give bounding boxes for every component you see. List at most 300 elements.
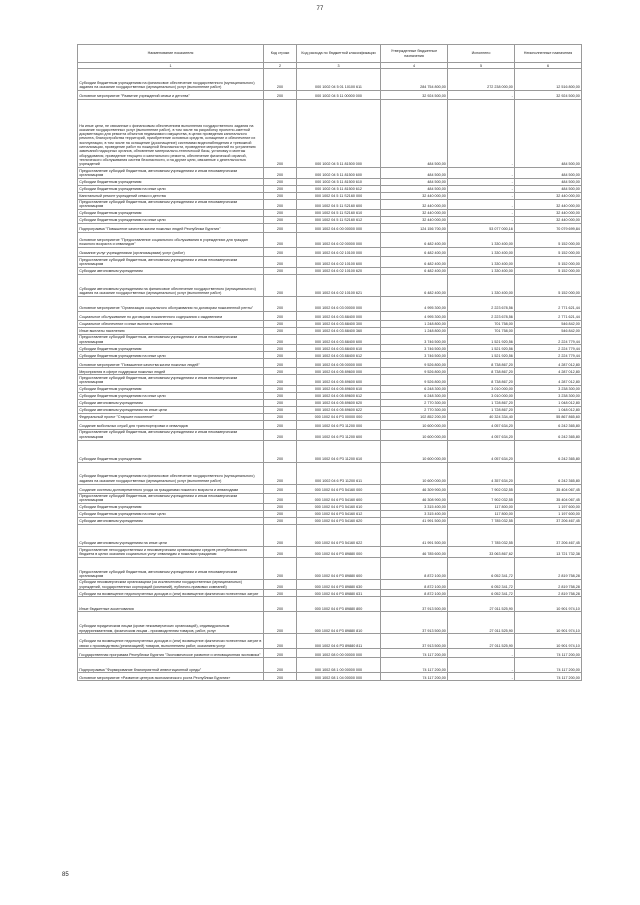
row-unexecuted-amount: 2 224 779,44 (515, 352, 582, 359)
table-row (78, 274, 582, 296)
row-approved-amount: 32 440 000,00 (381, 210, 448, 217)
row-unexecuted-amount: 5 152 000,00 (515, 233, 582, 248)
table-row (78, 420, 582, 429)
row-name: Субсидии юридическим лицам (кроме некоммерческих организаций), индивидуальным предпринимателям, физическим лицам - производителям товаров, работ, услуг (78, 612, 264, 634)
row-classification-code: 000 1002 04 6 05 89600 620 (297, 399, 381, 406)
row-line-code: 200 (264, 375, 297, 386)
row-classification-code: 000 1002 04 6 P3 54160 610 (297, 504, 381, 511)
table-row (78, 368, 582, 375)
row-executed-amount: 8 738 867,20 (448, 368, 515, 375)
row-approved-amount: 46 785 600,00 (381, 547, 448, 558)
row-executed-amount: 3 010 000,00 (448, 385, 515, 392)
row-line-code: 200 (264, 406, 297, 413)
row-name: Основное мероприятие «Развитие центров экономического роста Республики Бурятия» (78, 673, 264, 681)
row-executed-amount: 117 800,00 (448, 511, 515, 518)
row-unexecuted-amount: 32 440 000,00 (515, 217, 582, 224)
row-approved-amount: 124 156 700,00 (381, 224, 448, 233)
row-approved-amount: 9 526 800,00 (381, 359, 448, 368)
row-line-code: 200 (264, 334, 297, 345)
header-classification: Код расхода по бюджетной классификации (297, 45, 381, 63)
row-classification-code: 000 1002 04 6 03 88400 300 (297, 320, 381, 327)
row-classification-code: 000 1002 04 6 02 10100 621 (297, 274, 381, 296)
row-executed-amount: 8 738 867,20 (448, 359, 515, 368)
row-approved-amount: 6 248 300,00 (381, 385, 448, 392)
row-line-code: 200 (264, 91, 297, 100)
column-index: 6 (515, 63, 582, 69)
row-unexecuted-amount: 4 287 012,80 (515, 375, 582, 386)
row-line-code: 200 (264, 413, 297, 420)
row-classification-code: 000 1002 04 6 05 89600 000 (297, 368, 381, 375)
row-line-code: 200 (264, 248, 297, 257)
table-row (78, 267, 582, 274)
row-name: Субсидии бюджетным учреждениям (78, 504, 264, 511)
column-index: 1 (78, 63, 264, 69)
row-classification-code: 000 1002 04 6 P3 89880 600 (297, 557, 381, 579)
row-unexecuted-amount: 32 440 000,00 (515, 192, 582, 199)
row-executed-amount: 40 324 334,40 (448, 413, 515, 420)
row-line-code: 200 (264, 178, 297, 185)
row-executed-amount: 1 521 920,56 (448, 352, 515, 359)
table-row (78, 100, 582, 168)
table-row (78, 579, 582, 590)
row-classification-code: 000 1002 08 1 00 00000 000 (297, 658, 381, 673)
row-name: Субсидии бюджетным учреждениям (78, 345, 264, 352)
row-name: Субсидии бюджетным учреждениям на финансовое обеспечение государственного (муниципального) задания на оказание государственных (муниципальных) услуг (выполнение работ) (78, 462, 264, 484)
row-executed-amount: 1 728 867,20 (448, 406, 515, 413)
row-name: Создание системы долговременного ухода за гражданами пожилого возраста и инвалидами (78, 484, 264, 493)
row-name: Иные бюджетные ассигнования (78, 597, 264, 612)
row-unexecuted-amount: 2 224 779,44 (515, 334, 582, 345)
row-classification-code: 000 1002 04 6 P3 89880 800 (297, 597, 381, 612)
row-line-code: 200 (264, 185, 297, 192)
row-line-code: 200 (264, 368, 297, 375)
table-row (78, 493, 582, 504)
row-line-code: 200 (264, 462, 297, 484)
row-unexecuted-amount: 5 152 000,00 (515, 257, 582, 268)
table-row (78, 199, 582, 210)
row-classification-code: 000 1002 04 6 P3 89880 811 (297, 634, 381, 649)
row-name: Субсидии автономным учреждениям (78, 399, 264, 406)
row-approved-amount: 2 770 300,00 (381, 399, 448, 406)
row-approved-amount: 484 500,00 (381, 100, 448, 168)
table-row (78, 311, 582, 320)
table-row (78, 327, 582, 334)
row-executed-amount: 1 330 400,00 (448, 274, 515, 296)
row-approved-amount: 3 746 500,00 (381, 334, 448, 345)
table-row (78, 224, 582, 233)
row-name: Иные выплаты населению (78, 327, 264, 334)
row-executed-amount: - (448, 217, 515, 224)
row-name: Предоставление субсидий бюджетным, автономным учреждениям и иным некоммерческим организациям (78, 429, 264, 440)
row-executed-amount: 7 785 032,55 (448, 525, 515, 547)
row-executed-amount: 4 057 634,20 (448, 420, 515, 429)
row-executed-amount: 8 738 867,20 (448, 375, 515, 386)
table-row (78, 168, 582, 179)
row-name: Субсидии бюджетным учреждениям на иные цели (78, 185, 264, 192)
row-unexecuted-amount: 484 500,00 (515, 178, 582, 185)
row-classification-code: 000 1002 04 6 P3 00000 000 (297, 413, 381, 420)
row-line-code: 200 (264, 296, 297, 311)
row-executed-amount: 4 357 634,20 (448, 462, 515, 484)
row-executed-amount: 7 902 032,55 (448, 493, 515, 504)
row-line-code: 200 (264, 311, 297, 320)
row-name: Субсидии некоммерческим организациям (за исключением государственных (муниципальных) учреждений, государственных корпораций (компаний), публично-правовых компаний) (78, 579, 264, 590)
table-body (78, 69, 582, 681)
row-classification-code: 000 1002 04 6 05 89600 622 (297, 406, 381, 413)
row-approved-amount: 46 309 900,00 (381, 484, 448, 493)
row-unexecuted-amount: 6 242 365,80 (515, 440, 582, 462)
row-name: Основное мероприятие "Организация социального обслуживания по договорам пожизненной ренты" (78, 296, 264, 311)
row-approved-amount: 32 440 000,00 (381, 217, 448, 224)
row-approved-amount: 10 600 000,00 (381, 440, 448, 462)
row-executed-amount: 53 077 000,16 (448, 224, 515, 233)
row-classification-code: 000 1002 04 6 03 88400 600 (297, 334, 381, 345)
row-unexecuted-amount: 32 440 000,00 (515, 199, 582, 210)
table-row (78, 658, 582, 673)
row-executed-amount: 27 011 525,90 (448, 612, 515, 634)
row-classification-code: 000 1002 04 6 03 88400 360 (297, 327, 381, 334)
row-name: Предоставление субсидий бюджетным, автономным учреждениям и иным некоммерческим организациям (78, 375, 264, 386)
table-row (78, 69, 582, 91)
row-approved-amount: 37 913 500,00 (381, 634, 448, 649)
row-name: Субсидии бюджетным учреждениям на иные цели (78, 217, 264, 224)
row-line-code: 200 (264, 352, 297, 359)
row-line-code: 200 (264, 327, 297, 334)
header-line-code: Код строки (264, 45, 297, 63)
row-line-code: 200 (264, 511, 297, 518)
row-approved-amount: 6 248 300,00 (381, 392, 448, 399)
row-classification-code: 000 1002 04 6 P3 54160 612 (297, 511, 381, 518)
row-executed-amount: 117 800,00 (448, 504, 515, 511)
table-row (78, 217, 582, 224)
row-executed-amount: 1 521 920,56 (448, 345, 515, 352)
row-classification-code: 000 1002 04 6 05 00000 000 (297, 359, 381, 368)
row-name: Капитальный ремонт учреждений семьи и детства (78, 192, 264, 199)
column-index: 4 (381, 63, 448, 69)
row-line-code: 200 (264, 199, 297, 210)
row-approved-amount: 9 526 800,00 (381, 368, 448, 375)
table-row (78, 91, 582, 100)
row-classification-code: 000 1002 04 5 11 S2160 000 (297, 192, 381, 199)
row-line-code: 200 (264, 634, 297, 649)
row-unexecuted-amount: 10 901 974,10 (515, 612, 582, 634)
row-unexecuted-amount: 4 287 012,80 (515, 359, 582, 368)
row-unexecuted-amount: 484 500,00 (515, 168, 582, 179)
row-line-code: 200 (264, 267, 297, 274)
row-approved-amount: 46 308 900,00 (381, 493, 448, 504)
row-classification-code: 000 1002 04 6 05 89600 600 (297, 375, 381, 386)
row-classification-code: 000 1002 04 5 11 81500 000 (297, 100, 381, 168)
table-row (78, 392, 582, 399)
row-executed-amount: - (448, 100, 515, 168)
row-classification-code: 000 1002 04 6 03 88400 000 (297, 311, 381, 320)
row-line-code: 200 (264, 547, 297, 558)
row-unexecuted-amount: 6 242 365,80 (515, 420, 582, 429)
row-line-code: 200 (264, 257, 297, 268)
row-unexecuted-amount: 5 152 000,00 (515, 267, 582, 274)
row-classification-code: 000 1002 04 6 P3 54160 620 (297, 518, 381, 525)
row-name: Создание мобильных служб для транспортировки и инвалидов (78, 420, 264, 429)
row-unexecuted-amount: 55 867 865,60 (515, 413, 582, 420)
table-row (78, 590, 582, 597)
table-row (78, 248, 582, 257)
row-line-code: 200 (264, 168, 297, 179)
row-name: Государственная программа Республики Бурятия "Экономическое развитие и инновационная экономика" (78, 649, 264, 658)
row-line-code: 200 (264, 493, 297, 504)
row-executed-amount: - (448, 199, 515, 210)
table-row (78, 385, 582, 392)
row-line-code: 200 (264, 429, 297, 440)
row-classification-code: 000 1002 04 6 00 00000 000 (297, 224, 381, 233)
table-header-row (78, 45, 582, 63)
row-approved-amount: 1 248 800,00 (381, 320, 448, 327)
row-executed-amount: 4 057 634,20 (448, 429, 515, 440)
row-unexecuted-amount: 3 238 300,00 (515, 392, 582, 399)
row-unexecuted-amount: 546 842,00 (515, 320, 582, 327)
row-name: Предоставление субсидий бюджетным, автономным учреждениям и иным некоммерческим организациям (78, 493, 264, 504)
row-name: Предоставление субсидий бюджетным, автономным учреждениям и иным некоммерческим организациям (78, 168, 264, 179)
row-executed-amount: 7 785 032,55 (448, 518, 515, 525)
row-unexecuted-amount: 6 242 365,80 (515, 462, 582, 484)
table-row (78, 345, 582, 352)
row-classification-code: 000 1002 04 6 P3 11200 610 (297, 440, 381, 462)
row-name: Субсидии автономным учреждениям (78, 518, 264, 525)
row-approved-amount: 484 500,00 (381, 185, 448, 192)
row-name: Субсидии бюджетным учреждениям (78, 210, 264, 217)
row-name: Субсидии бюджетным учреждениям (78, 178, 264, 185)
row-classification-code: 000 1002 04 6 03 88400 610 (297, 345, 381, 352)
row-unexecuted-amount: 6 242 365,80 (515, 429, 582, 440)
table-row (78, 429, 582, 440)
row-name: Социальное обслуживание по договорам пожизненного содержания с иждивением (78, 311, 264, 320)
row-executed-amount: - (448, 673, 515, 681)
row-executed-amount: 27 011 525,90 (448, 597, 515, 612)
row-unexecuted-amount: 35 404 067,45 (515, 493, 582, 504)
row-unexecuted-amount: 74 117 200,00 (515, 658, 582, 673)
header-executed: Исполнено (448, 45, 515, 63)
row-executed-amount: 701 758,00 (448, 327, 515, 334)
table-row (78, 557, 582, 579)
row-approved-amount: 74 117 200,00 (381, 673, 448, 681)
row-name: Субсидии бюджетным учреждениям на финансовое обеспечение государственного (муниципального) задания на оказание государственных (муниципальных) услуг (выполнение работ) (78, 69, 264, 91)
row-classification-code: 000 1002 04 6 P3 11200 600 (297, 429, 381, 440)
table-row (78, 649, 582, 658)
row-name: Предоставление субсидий бюджетным, автономным учреждениям и иным некоммерческим организациям (78, 199, 264, 210)
row-classification-code: 000 1002 04 6 P3 89880 630 (297, 579, 381, 590)
row-classification-code: 000 1002 04 6 P3 11200 000 (297, 420, 381, 429)
row-classification-code: 000 1002 04 6 02 10100 600 (297, 257, 381, 268)
row-classification-code: 000 1002 04 6 P3 89880 631 (297, 590, 381, 597)
row-name: Субсидии на возмещение недополученных доходов и (или) возмещение фактически понесенных затрат в связи с производством (реализацией) товаров, выполнением работ, оказанием услуг (78, 634, 264, 649)
row-line-code: 200 (264, 579, 297, 590)
row-name: Субсидии автономным учреждениям на финансовое обеспечение государственного (муниципального) задания на оказание государственных (муниципальных) услуг (выполнение работ) (78, 274, 264, 296)
row-classification-code: 000 1002 04 6 02 00000 000 (297, 233, 381, 248)
row-name: Субсидии бюджетным учреждениям (78, 440, 264, 462)
row-executed-amount: - (448, 91, 515, 100)
table-row (78, 673, 582, 681)
row-classification-code: 000 1002 04 6 03 00000 000 (297, 296, 381, 311)
row-executed-amount: 6 052 341,72 (448, 579, 515, 590)
table-row (78, 525, 582, 547)
row-line-code: 200 (264, 399, 297, 406)
row-executed-amount: - (448, 178, 515, 185)
row-approved-amount: 1 248 800,00 (381, 327, 448, 334)
row-classification-code: 000 1002 04 6 02 10100 000 (297, 248, 381, 257)
row-approved-amount: 10 600 000,00 (381, 429, 448, 440)
row-classification-code: 000 1002 04 5 11 S2160 600 (297, 199, 381, 210)
row-name: Основное мероприятие "Предоставление социального обслуживания в учреждениях для граждан пожилого возраста и инвалидов" (78, 233, 264, 248)
row-name: Социальное обеспечение и иные выплаты населению (78, 320, 264, 327)
row-line-code: 200 (264, 345, 297, 352)
row-unexecuted-amount: 74 117 200,00 (515, 649, 582, 658)
row-executed-amount: 272 238 000,00 (448, 69, 515, 91)
row-approved-amount: 37 913 500,00 (381, 597, 448, 612)
row-unexecuted-amount: 70 079 699,84 (515, 224, 582, 233)
table-row (78, 440, 582, 462)
row-line-code: 200 (264, 385, 297, 392)
table-row (78, 462, 582, 484)
row-executed-amount: 6 052 341,72 (448, 557, 515, 579)
column-index: 5 (448, 63, 515, 69)
row-line-code: 200 (264, 210, 297, 217)
row-approved-amount: 3 746 500,00 (381, 345, 448, 352)
row-unexecuted-amount: 1 197 600,00 (515, 504, 582, 511)
row-unexecuted-amount: 10 901 974,10 (515, 634, 582, 649)
table-row (78, 257, 582, 268)
row-unexecuted-amount: 4 287 012,80 (515, 368, 582, 375)
row-executed-amount: - (448, 192, 515, 199)
row-approved-amount: 4 995 300,00 (381, 296, 448, 311)
table-row (78, 413, 582, 420)
column-index: 2 (264, 63, 297, 69)
row-unexecuted-amount: 2 819 758,28 (515, 590, 582, 597)
table-row (78, 504, 582, 511)
row-name: Предоставление субсидий бюджетным, автономным учреждениям и иным некоммерческим организациям (78, 334, 264, 345)
table-row (78, 352, 582, 359)
page-number-bottom: 85 (62, 872, 69, 878)
table-row (78, 320, 582, 327)
row-executed-amount: 27 011 525,90 (448, 634, 515, 649)
row-line-code: 200 (264, 484, 297, 493)
row-name: Субсидии на возмещение недополученных доходов и (или) возмещение фактически понесенных затрат (78, 590, 264, 597)
row-executed-amount: 7 902 032,55 (448, 484, 515, 493)
row-unexecuted-amount: 37 206 467,45 (515, 525, 582, 547)
row-approved-amount: 32 924 500,00 (381, 91, 448, 100)
row-line-code: 200 (264, 420, 297, 429)
table-row (78, 612, 582, 634)
row-name: Подпрограмма "Повышение качества жизни пожилых людей Республики Бурятия" (78, 224, 264, 233)
row-approved-amount: 3 315 400,00 (381, 504, 448, 511)
row-unexecuted-amount: 32 440 000,00 (515, 210, 582, 217)
row-approved-amount: 6 482 400,00 (381, 274, 448, 296)
row-executed-amount: - (448, 658, 515, 673)
row-classification-code: 000 1002 04 6 03 88400 612 (297, 352, 381, 359)
row-executed-amount: 1 521 920,56 (448, 334, 515, 345)
row-name: Субсидии автономным учреждениям на иные цели (78, 525, 264, 547)
header-approved: Утвержденные бюджетные назначения (381, 45, 448, 63)
row-approved-amount: 41 991 500,00 (381, 525, 448, 547)
table-row (78, 547, 582, 558)
row-approved-amount: 37 913 500,00 (381, 612, 448, 634)
row-unexecuted-amount: 484 500,00 (515, 100, 582, 168)
row-classification-code: 000 1002 04 5 11 81500 612 (297, 185, 381, 192)
row-approved-amount: 8 872 100,00 (381, 557, 448, 579)
row-name: Предоставление субсидий бюджетным, автономным учреждениям и иным некоммерческим организациям (78, 557, 264, 579)
row-unexecuted-amount: 1 197 600,00 (515, 511, 582, 518)
row-unexecuted-amount: 1 048 012,80 (515, 406, 582, 413)
row-unexecuted-amount: 35 404 067,45 (515, 484, 582, 493)
row-line-code: 200 (264, 658, 297, 673)
row-unexecuted-amount: 5 152 000,00 (515, 274, 582, 296)
row-line-code: 200 (264, 673, 297, 681)
row-line-code: 200 (264, 224, 297, 233)
row-unexecuted-amount: 37 206 467,45 (515, 518, 582, 525)
row-executed-amount: 2 223 678,56 (448, 311, 515, 320)
row-name: Основное мероприятие "Развитие учреждений семьи и детства" (78, 91, 264, 100)
row-name: Субсидии бюджетным учреждениям на иные цели (78, 392, 264, 399)
row-name: Субсидии автономным учреждениям на иные цели (78, 406, 264, 413)
row-line-code: 200 (264, 233, 297, 248)
row-approved-amount: 484 500,00 (381, 178, 448, 185)
table-row (78, 178, 582, 185)
row-line-code: 200 (264, 320, 297, 327)
row-approved-amount: 3 746 500,00 (381, 352, 448, 359)
row-line-code: 200 (264, 612, 297, 634)
row-line-code: 200 (264, 590, 297, 597)
row-classification-code: 000 1002 04 6 P3 54160 000 (297, 484, 381, 493)
row-name: На иные цели, не связанные с финансовым обеспечением выполнения государственного задания на оказание государственных услуг (выполнение работ), в том числе на разработку проектно-сметной документации для ремонта объектов недвижимого имущества, в целях проведения капитального ремонта, благоустройства территорий, приобретение основных средств, оснащение и обеспечение их эксплуатации, в том числе на оснащение (дооснащение) системами видеонаблюдения и тревожной сигнализации, проведение работ по пожарной безопасности, проведение мероприятий по устранению замечаний надзорных органов, обновление материально-технической базы, установку и монтаж оборудования, проведение текущего и капитального ремонта, обеспечение физической охраной, технического обслуживания систем безопасности, и на другие цели, связанные с деятельностью учреждений (78, 100, 264, 168)
row-line-code: 200 (264, 597, 297, 612)
row-executed-amount: 1 330 400,00 (448, 248, 515, 257)
header-unexecuted: Неисполненные назначения (515, 45, 582, 63)
row-name: Основное мероприятие "Повышение качества жизни пожилых людей" (78, 359, 264, 368)
row-name: Мероприятия в сфере поддержки пожилых людей (78, 368, 264, 375)
row-executed-amount: 33 063 867,62 (448, 547, 515, 558)
table-row (78, 210, 582, 217)
table-row (78, 192, 582, 199)
row-approved-amount: 284 754 800,00 (381, 69, 448, 91)
row-approved-amount: 32 440 000,00 (381, 192, 448, 199)
table-row (78, 406, 582, 413)
table-row (78, 511, 582, 518)
row-classification-code: 000 1002 04 5 11 S2160 612 (297, 217, 381, 224)
row-name: Подпрограмма "Формирование благоприятной инвестиционной среды" (78, 658, 264, 673)
row-unexecuted-amount: 2 771 621,44 (515, 311, 582, 320)
row-approved-amount: 484 500,00 (381, 168, 448, 179)
row-classification-code: 000 1002 04 5 11 00000 000 (297, 91, 381, 100)
row-name: Федеральный проект "Старшее поколение" (78, 413, 264, 420)
row-classification-code: 000 1002 04 5 11 S2160 610 (297, 210, 381, 217)
row-approved-amount: 6 482 400,00 (381, 257, 448, 268)
row-classification-code: 000 1002 04 6 02 10100 620 (297, 267, 381, 274)
row-executed-amount: 701 758,00 (448, 320, 515, 327)
row-line-code: 200 (264, 274, 297, 296)
row-approved-amount: 41 991 500,00 (381, 518, 448, 525)
row-unexecuted-amount: 2 771 621,44 (515, 296, 582, 311)
header-name: Наименование показателя (78, 45, 264, 63)
table-row (78, 375, 582, 386)
row-name: Предоставление субсидий бюджетным, автономным учреждениям и иным некоммерческим организациям (78, 257, 264, 268)
row-name: Субсидии автономным учреждениям (78, 267, 264, 274)
page-number-top: 77 (316, 6, 324, 12)
row-approved-amount: 74 117 200,00 (381, 658, 448, 673)
row-classification-code: 000 1002 08 1 04 00000 000 (297, 673, 381, 681)
row-unexecuted-amount: 74 117 200,00 (515, 673, 582, 681)
row-approved-amount: 3 315 400,00 (381, 511, 448, 518)
row-approved-amount: 9 526 800,00 (381, 375, 448, 386)
row-line-code: 200 (264, 192, 297, 199)
table-row (78, 233, 582, 248)
